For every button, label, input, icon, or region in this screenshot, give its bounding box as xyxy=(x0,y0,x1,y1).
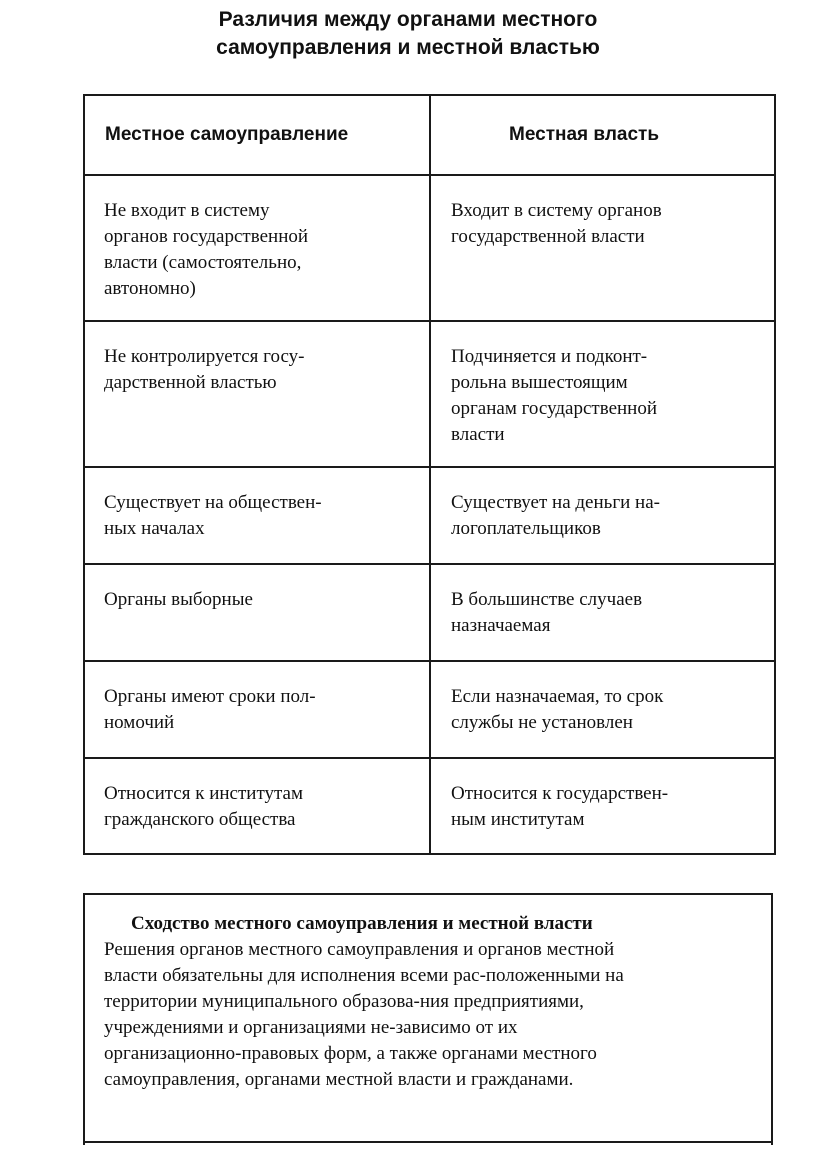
table-cell-self-government xyxy=(84,175,430,321)
table-row xyxy=(84,758,775,854)
table-cell-authority xyxy=(430,467,775,564)
table-cell-authority xyxy=(430,321,775,467)
cell-line: Существует на деньги на- xyxy=(451,492,660,513)
page-title-line-1: Различия между органами местного xyxy=(218,8,598,31)
cell-line: номочий xyxy=(104,712,175,733)
cell-line: органам государственной xyxy=(451,398,658,419)
cell-line: Существует на обществен- xyxy=(104,492,322,513)
similarity-line: организационно-правовых форм, а также органами местного xyxy=(104,1043,597,1064)
cell-line: власти (самостоятельно, xyxy=(104,252,302,273)
similarity-box xyxy=(83,893,773,1145)
comparison-table xyxy=(83,94,776,855)
page-title-line-2: самоуправления и местной властью xyxy=(216,36,600,59)
similarity-line: самоуправления, органами местной власти и гражданами. xyxy=(104,1069,574,1090)
cell-line: Относится к институтам xyxy=(104,783,303,804)
table-cell-authority xyxy=(430,758,775,854)
similarity-line: Решения органов местного самоуправления и органов местной xyxy=(104,939,615,960)
table-row xyxy=(84,321,775,467)
header-local-authority: Местная власть xyxy=(430,95,775,175)
cell-line: службы не установлен xyxy=(451,712,633,733)
cell-line: государственной власти xyxy=(451,226,645,247)
table-cell-authority xyxy=(430,564,775,661)
similarity-box-bottom-border xyxy=(83,1141,773,1143)
cell-line: Не контролируется госу- xyxy=(104,346,305,367)
cell-line: Органы выборные xyxy=(104,589,253,610)
similarity-line: территории муниципального образова-ния предприятиями, xyxy=(104,991,584,1012)
cell-line: гражданского общества xyxy=(104,809,296,830)
cell-line: автономно) xyxy=(104,278,196,299)
similarity-line: учреждениями и организациями не-зависимо от их xyxy=(104,1017,518,1038)
cell-line: Органы имеют сроки пол- xyxy=(104,686,316,707)
header-local-self-government: Местное самоуправление xyxy=(84,95,430,175)
table-cell-authority xyxy=(430,175,775,321)
cell-line: ным институтам xyxy=(451,809,585,830)
page-title xyxy=(0,6,816,62)
table-cell-self-government xyxy=(84,467,430,564)
table-cell-self-government xyxy=(84,661,430,758)
cell-line: Если назначаемая, то срок xyxy=(451,686,664,707)
similarity-title: Сходство местного самоуправления и местной власти xyxy=(131,913,593,934)
table-cell-self-government xyxy=(84,564,430,661)
cell-line: Не входит в систему xyxy=(104,200,270,221)
similarity-line: власти обязательны для исполнения всеми рас-положенными на xyxy=(104,965,624,986)
table-header-row xyxy=(84,95,775,175)
table-cell-authority xyxy=(430,661,775,758)
cell-line: дарственной властью xyxy=(104,372,277,393)
table-row xyxy=(84,467,775,564)
cell-line: Подчиняется и подконт- xyxy=(451,346,648,367)
cell-line: Относится к государствен- xyxy=(451,783,669,804)
cell-line: В большинстве случаев xyxy=(451,589,643,610)
cell-line: рольна вышестоящим xyxy=(451,372,628,393)
cell-line: органов государственной xyxy=(104,226,309,247)
cell-line: власти xyxy=(451,424,505,445)
table-row xyxy=(84,175,775,321)
cell-line: ных началах xyxy=(104,518,205,539)
table-row xyxy=(84,661,775,758)
similarity-text xyxy=(104,937,624,1093)
table-cell-self-government xyxy=(84,321,430,467)
cell-line: логоплательщиков xyxy=(451,518,601,539)
table-cell-self-government xyxy=(84,758,430,854)
cell-line: Входит в систему органов xyxy=(451,200,662,221)
cell-line: назначаемая xyxy=(451,615,551,636)
table-row xyxy=(84,564,775,661)
